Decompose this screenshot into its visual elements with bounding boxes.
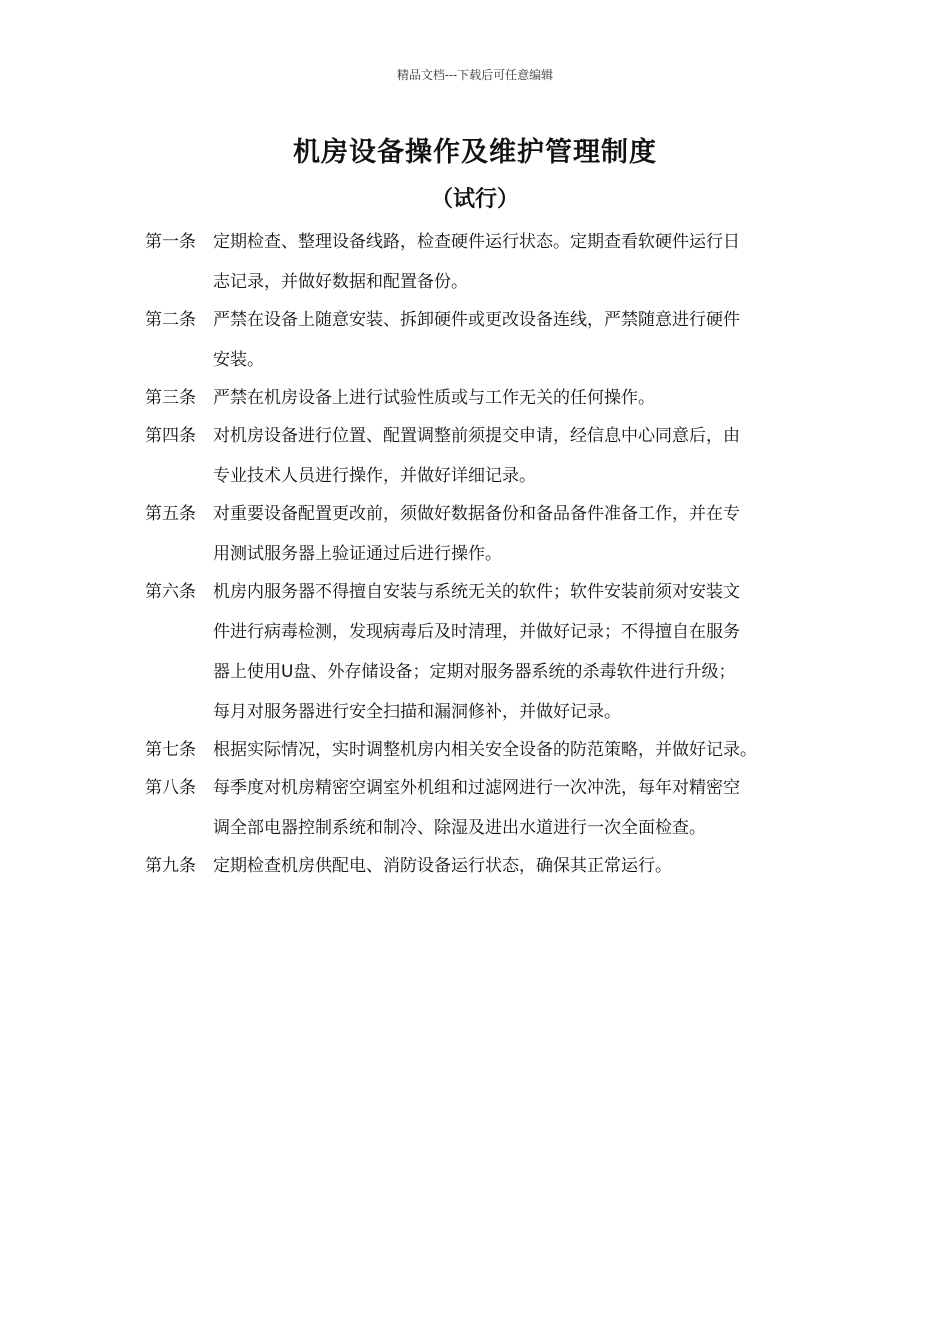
article-9 [145, 846, 825, 886]
article-1 [145, 222, 825, 302]
article-line: 机房内服务器不得擅自安装与系统无关的软件；软件安装前须对安装文 [213, 582, 740, 602]
article-body [213, 300, 825, 380]
article-number: 第六条 [145, 582, 196, 602]
article-body [213, 768, 825, 848]
document-subtitle: （试行） [430, 187, 519, 212]
article-5 [145, 494, 825, 574]
article-line: 件进行病毒检测，发现病毒后及时清理，并做好记录；不得擅自在服务 [213, 622, 740, 642]
article-line: 根据实际情况，实时调整机房内相关安全设备的防范策略，并做好记录。 [213, 740, 757, 760]
article-line: 定期检查、整理设备线路，检查硬件运行状态。定期查看软硬件运行日 [213, 232, 740, 252]
article-4 [145, 416, 825, 496]
article-line: 对机房设备进行位置、配置调整前须提交申请，经信息中心同意后，由 [213, 426, 740, 446]
article-line: 每月对服务器进行安全扫描和漏洞修补，并做好记录。 [213, 702, 621, 722]
article-number: 第二条 [145, 310, 196, 330]
article-line: 器上使用U盘、外存储设备；定期对服务器系统的杀毒软件进行升级； [213, 662, 736, 682]
article-number: 第一条 [145, 232, 196, 252]
article-line: 对重要设备配置更改前，须做好数据备份和备品备件准备工作，并在专 [213, 504, 740, 524]
article-7 [145, 730, 825, 770]
article-body [213, 222, 825, 302]
article-line: 严禁在机房设备上进行试验性质或与工作无关的任何操作。 [213, 388, 655, 408]
article-line: 严禁在设备上随意安装、拆卸硬件或更改设备连线，严禁随意进行硬件 [213, 310, 740, 330]
article-body [213, 494, 825, 574]
articles-list [145, 222, 825, 884]
article-line: 定期检查机房供配电、消防设备运行状态，确保其正常运行。 [213, 856, 672, 876]
article-line: 专业技术人员进行操作，并做好详细记录。 [213, 466, 536, 486]
article-body [213, 416, 825, 496]
article-number: 第八条 [145, 778, 196, 798]
article-line: 调全部电器控制系统和制冷、除湿及进出水道进行一次全面检查。 [213, 818, 706, 838]
header-note: 精品文档---下载后可任意编辑 [396, 68, 554, 82]
article-3 [145, 378, 825, 418]
article-number: 第九条 [145, 856, 196, 876]
article-2 [145, 300, 825, 380]
article-body [213, 572, 825, 732]
article-number: 第七条 [145, 740, 196, 760]
article-body [213, 378, 825, 418]
article-number: 第五条 [145, 504, 196, 524]
article-body [213, 730, 825, 770]
article-line: 每季度对机房精密空调室外机组和过滤网进行一次冲洗，每年对精密空 [213, 778, 740, 798]
article-line: 用测试服务器上验证通过后进行操作。 [213, 544, 502, 564]
article-8 [145, 768, 825, 848]
article-number: 第四条 [145, 426, 196, 446]
document-title: 机房设备操作及维护管理制度 [293, 137, 657, 168]
article-number: 第三条 [145, 388, 196, 408]
article-body [213, 846, 825, 886]
article-line: 安装。 [213, 350, 264, 370]
article-6 [145, 572, 825, 732]
article-line: 志记录，并做好数据和配置备份。 [213, 272, 468, 292]
